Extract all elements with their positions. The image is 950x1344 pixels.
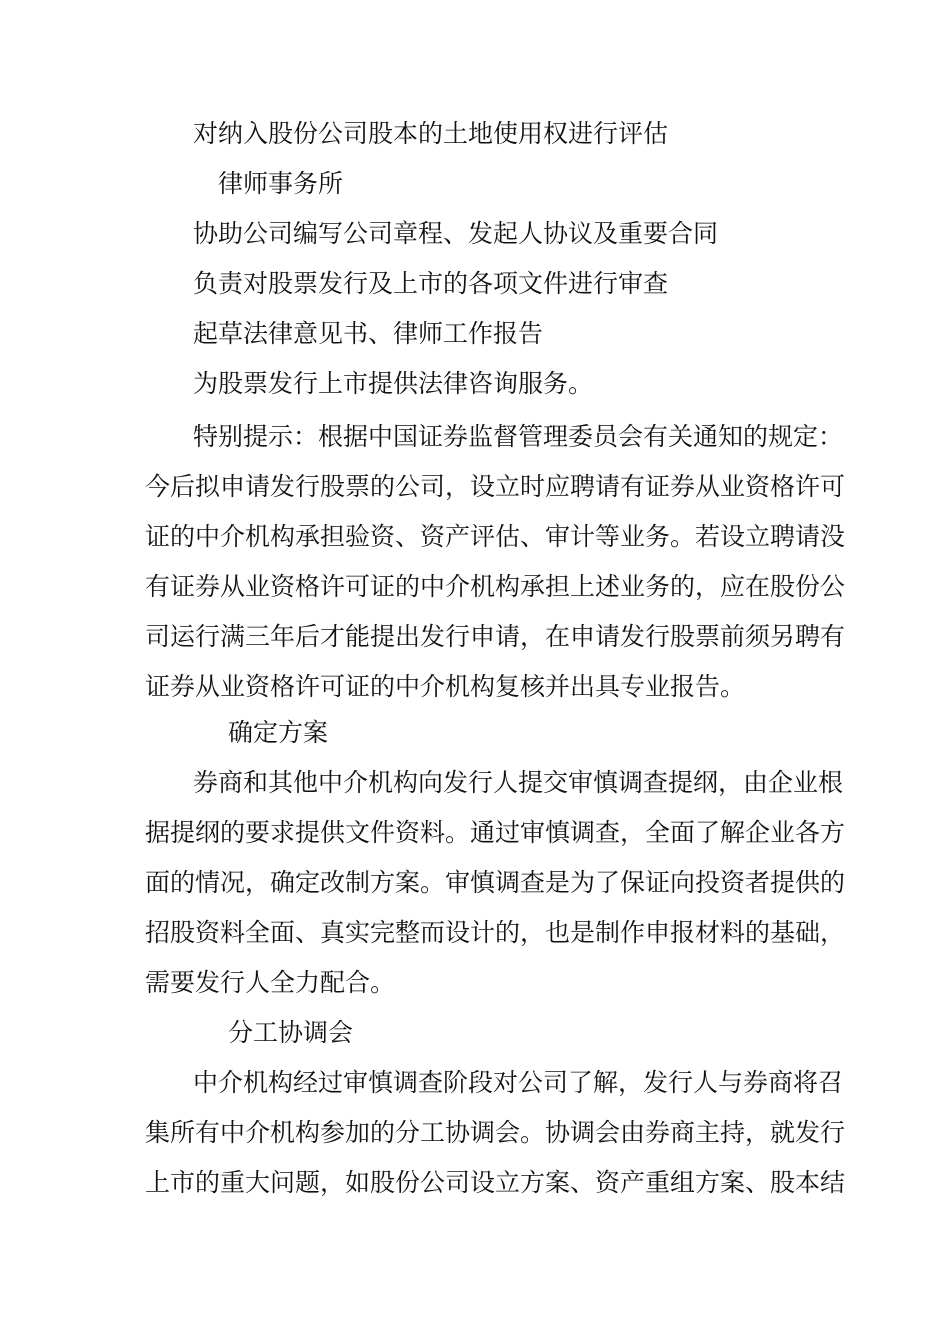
notice-line: 证券从业资格许可证的中介机构复核并出具专业报告。	[145, 672, 746, 701]
section-heading: 律师事务所	[218, 169, 344, 198]
body-line: 负责对股票发行及上市的各项文件进行审查	[193, 269, 669, 298]
notice-line: 证的中介机构承担验资、资产评估、审计等业务。若设立聘请没	[145, 522, 846, 551]
body-line: 协助公司编写公司章程、发起人协议及重要合同	[193, 219, 719, 248]
paragraph-line: 招股资料全面、真实完整而设计的，也是制作申报材料的基础，	[145, 918, 846, 947]
paragraph-line: 上市的重大问题，如股份公司设立方案、资产重组方案、股本结	[145, 1168, 846, 1197]
section-heading: 确定方案	[228, 718, 329, 747]
paragraph-line: 据提纲的要求提供文件资料。通过审慎调查，全面了解企业各方	[145, 818, 846, 847]
paragraph-line: 券商和其他中介机构向发行人提交审慎调查提纲，由企业根	[193, 768, 844, 797]
notice-line: 今后拟申请发行股票的公司，设立时应聘请有证券从业资格许可	[145, 472, 846, 501]
paragraph-line: 面的情况，确定改制方案。审慎调查是为了保证向投资者提供的	[145, 868, 846, 897]
notice-line: 司运行满三年后才能提出发行申请，在申请发行股票前须另聘有	[145, 622, 846, 651]
body-line: 对纳入股份公司股本的土地使用权进行评估	[193, 119, 669, 148]
paragraph-line: 集所有中介机构参加的分工协调会。协调会由券商主持，就发行	[145, 1118, 846, 1147]
notice-line: 有证券从业资格许可证的中介机构承担上述业务的，应在股份公	[145, 572, 846, 601]
body-line: 起草法律意见书、律师工作报告	[193, 319, 544, 348]
paragraph-line: 中介机构经过审慎调查阶段对公司了解，发行人与券商将召	[193, 1068, 844, 1097]
section-heading: 分工协调会	[228, 1018, 354, 1047]
body-line: 为股票发行上市提供法律咨询服务。	[193, 369, 594, 398]
paragraph-line: 需要发行人全力配合。	[145, 968, 396, 997]
notice-line: 特别提示：根据中国证券监督管理委员会有关通知的规定：	[193, 422, 844, 451]
